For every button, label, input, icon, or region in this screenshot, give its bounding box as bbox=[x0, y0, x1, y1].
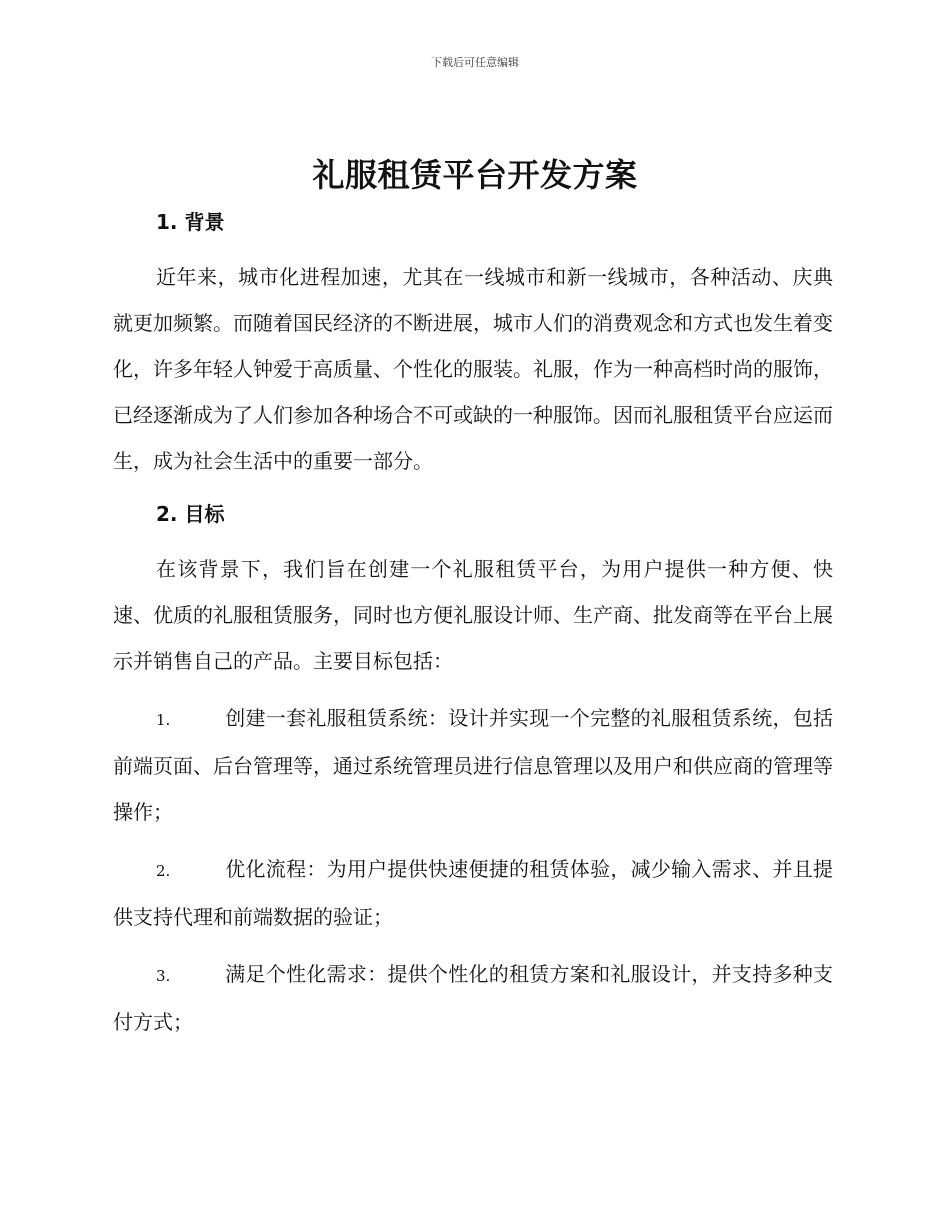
list-item bbox=[113, 695, 833, 835]
list-item-number: 3. bbox=[156, 967, 171, 985]
document-body bbox=[113, 200, 833, 1045]
goals-paragraph: 在该背景下，我们旨在创建一个礼服租赁平台，为用户提供一种方便、快速、优质的礼服租赁服务，同时也方便礼服设计师、生产商、批发商等在平台上展示并销售自己的产品。主要目标包括： bbox=[113, 557, 833, 673]
list-item-text: 创建一套礼服租赁系统：设计并实现一个完整的礼服租赁系统，包括前端页面、后台管理等，通过系统管理员进行信息管理以及用户和供应商的管理等操作； bbox=[113, 706, 833, 824]
list-item-number: 1. bbox=[156, 711, 171, 729]
document-title: 礼服租赁平台开发方案 bbox=[312, 156, 638, 194]
list-item-text: 优化流程：为用户提供快速便捷的租赁体验，减少输入需求、并且提供支持代理和前端数据的验证； bbox=[113, 857, 833, 929]
list-item bbox=[113, 846, 833, 940]
header-note: 下载后可任意编辑 bbox=[431, 56, 519, 69]
list-item bbox=[113, 951, 833, 1045]
list-item-text: 满足个性化需求：提供个性化的租赁方案和礼服设计，并支持多种支付方式； bbox=[113, 962, 833, 1034]
section-heading-goals: 2. 目标 bbox=[156, 502, 225, 526]
list-item-number: 2. bbox=[156, 862, 171, 880]
section-heading-background: 1. 背景 bbox=[156, 210, 225, 234]
background-paragraph: 近年来，城市化进程加速，尤其在一线城市和新一线城市，各种活动、庆典就更加频繁。而随着国民经济的不断进展，城市人们的消费观念和方式也发生着变化，许多年轻人钟爱于高质量、个性化的服装。礼服，作为一种高档时尚的服饰，已经逐渐成为了人们参加各种场合不可或缺的一种服饰。因而礼服租赁平台应运而生，成为社会生活中的重要一部分。 bbox=[113, 265, 833, 473]
